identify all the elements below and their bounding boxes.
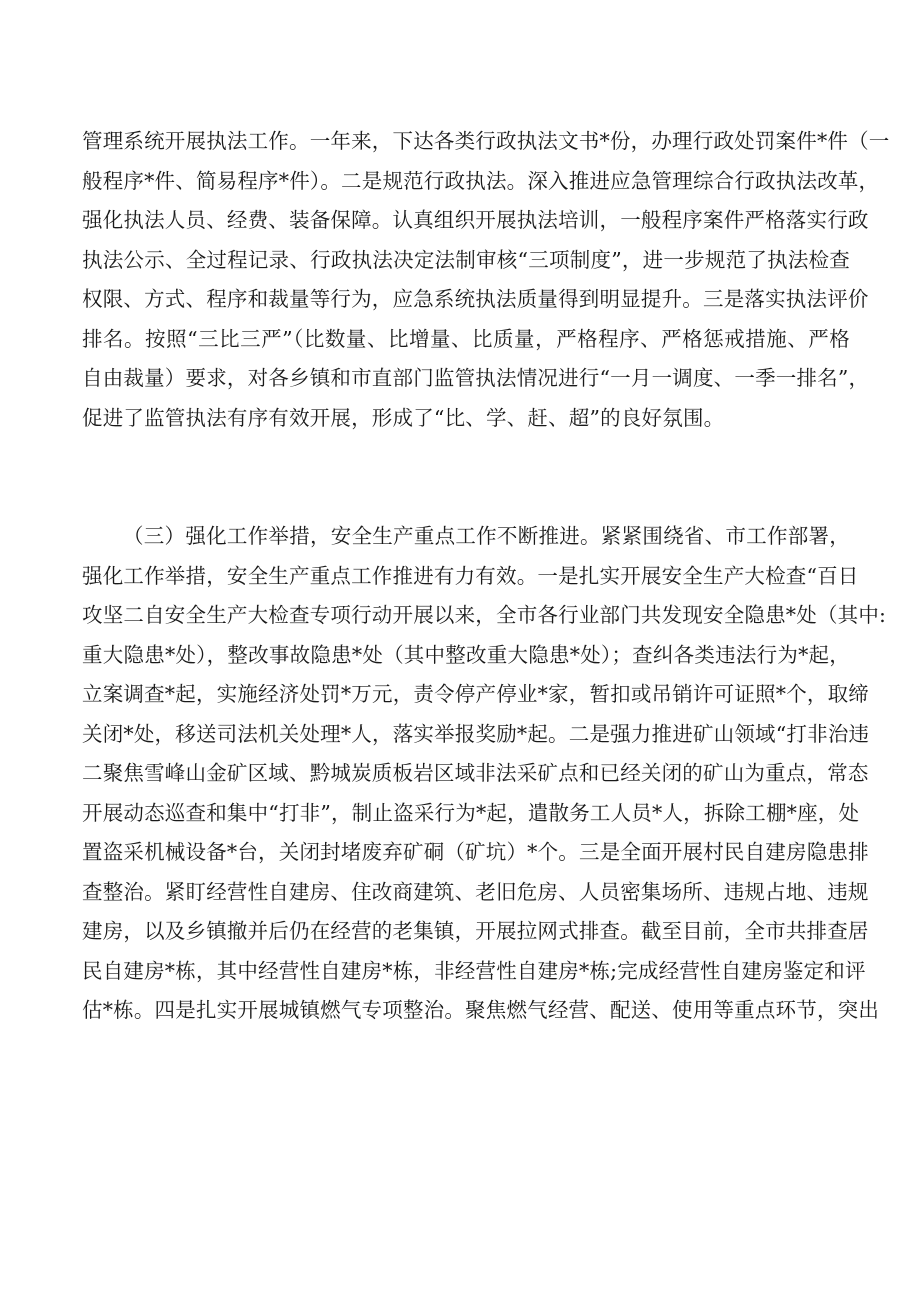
text-line: 强化执法人员、经费、装备保障。认真组织开展执法培训，一般程序案件严格落实行政	[82, 208, 869, 232]
text-line: 促进了监管执法有序有效开展，形成了“比、学、赶、超”的良好氛围。	[82, 405, 725, 430]
text-line: 般程序*件、简易程序*件）。二是规范行政执法。深入推进应急管理综合行政执法改革，	[82, 168, 880, 193]
text-line: 攻坚二自安全生产大检查专项行动开展以来，全市各行业部门共发现安全隐患*处（其中:	[82, 603, 887, 627]
text-line: 开展动态巡查和集中“打非”，制止盗采行为*起，遣散务工人员*人，拆除工棚*座，处	[82, 800, 860, 825]
text-line: 立案调查*起，实施经济处罚*万元，责令停产停业*家，暂扣或吊销许可证照*个，取缔	[82, 682, 869, 706]
text-line: 估*栋。四是扎实开展城镇燃气专项整治。聚焦燃气经营、配送、使用等重点环节，突出	[82, 998, 880, 1022]
text-line: 二聚焦雪峰山金矿区域、黔城炭质板岩区域非法采矿点和已经关闭的矿山为重点，常态	[82, 761, 869, 785]
paragraph-safety-measures	[82, 517, 887, 1031]
text-line: 排名。按照“三比三严”（比数量、比增量、比质量，严格程序、严格惩戒措施、严格	[82, 326, 850, 351]
text-line: 权限、方式、程序和裁量等行为，应急系统执法质量得到明显提升。三是落实执法评价	[82, 287, 869, 311]
text-line: 民自建房*栋，其中经营性自建房*栋，非经营性自建房*栋;完成经营性自建房鉴定和评	[82, 958, 866, 983]
text-line: 查整治。紧盯经营性自建房、住改商建筑、老旧危房、人员密集场所、违规占地、违规	[82, 879, 869, 904]
section-heading-line: （三）强化工作举措，安全生产重点工作不断推进。紧紧围绕省、市工作部署，	[123, 524, 850, 548]
text-line: 建房，以及乡镇撤并后仍在经营的老集镇，开展拉网式排查。截至目前，全市共排查居	[82, 919, 869, 943]
text-line: 关闭*处，移送司法机关处理*人，落实举报奖励*起。二是强力推进矿山领域“打非治违	[82, 721, 870, 746]
text-line: 执法公示、全过程记录、行政执法决定法制审核“三项制度”，进一步规范了执法检查	[82, 247, 850, 272]
text-line: 强化工作举措，安全生产重点工作推进有力有效。一是扎实开展安全生产大检查“百日	[82, 563, 859, 588]
text-line: 管理系统开展执法工作。一年来，下达各类行政执法文书*份，办理行政处罚案件*件（一	[82, 129, 890, 153]
text-line: 置盗采机械设备*台，关闭封堵废弃矿硐（矿坑）*个。三是全面开展村民自建房隐患排	[82, 840, 869, 864]
text-line: 重大隐患*处），整改事故隐患*处（其中整改重大隐患*处）；查纠各类违法行为*起，	[82, 642, 850, 667]
text-line: 自由裁量）要求，对各乡镇和市直部门监管执法情况进行“一月一调度、一季一排名”，	[82, 366, 870, 390]
paragraph-law-enforcement	[82, 122, 890, 438]
